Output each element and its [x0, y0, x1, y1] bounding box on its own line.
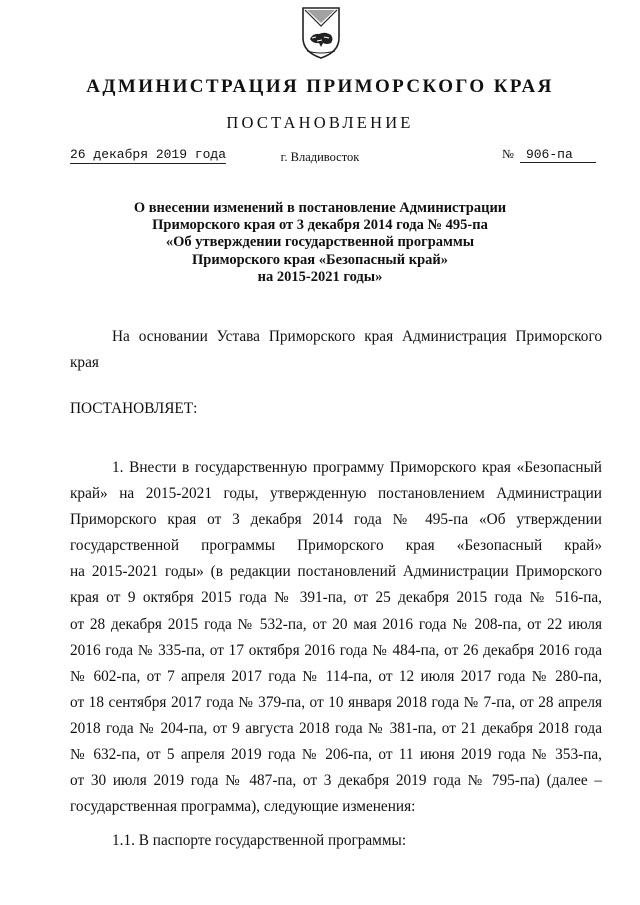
paragraph-line: край» на 2015-2021 годы, утвержденную постановлением Администрации — [70, 485, 602, 503]
number-sign: № — [502, 147, 514, 161]
title-line: О внесении изменений в постановление Администрации — [133, 200, 507, 216]
paragraph-line: 2018 года № 204-па, от 9 августа 2018 года № 381-па, от 21 декабря 2018 года — [70, 719, 602, 737]
document-date: 26 декабря 2019 года — [70, 147, 227, 162]
document-number: 906-па — [520, 147, 596, 163]
document-number-block — [502, 146, 596, 163]
paragraph-line: от 28 декабря 2015 года № 532-па, от 20 мая 2016 года № 208-па, от 22 июля — [70, 615, 602, 633]
item-1-1-paragraph: 1.1. В паспорте государственной программы: — [112, 832, 407, 849]
document-title — [80, 200, 560, 286]
paragraph-line: на 2015-2021 годы» (в редакции постановлений Администрации Приморского — [70, 563, 602, 581]
paragraph-line: от 18 сентября 2017 года № 379-па, от 10 января 2018 года № 7-па, от 28 апреля — [70, 693, 602, 711]
paragraph-line: На основании Устава Приморского края Администрация Приморского — [112, 328, 602, 345]
resolves-heading: ПОСТАНОВЛЯЕТ: — [70, 400, 198, 417]
paragraph-line: края от 9 октября 2015 года № 391-па, от 25 декабря 2015 года № 516-па, — [70, 589, 602, 607]
title-line: «Об утверждении государственной программы — [165, 234, 475, 251]
paragraph-line: края — [70, 354, 99, 371]
title-line: Приморского края от 3 декабря 2014 года № 495-па — [152, 217, 488, 234]
paragraph-line: № 632-па, от 5 апреля 2019 года № 206-па, от 11 июня 2019 года № 353-па, — [70, 746, 602, 764]
paragraph-line: государственная программа), следующие изменения: — [70, 798, 416, 816]
document-city: г. Владивосток — [280, 150, 360, 164]
title-line: Приморского края «Безопасный край» — [191, 251, 448, 268]
paragraph-line: 1. Внести в государственную программу Приморского края «Безопасный — [112, 459, 602, 476]
title-line: на 2015-2021 годы» — [257, 268, 383, 285]
paragraph-line: 2016 года № 335-па, от 17 октября 2016 года № 484-па, от 26 декабря 2016 года — [70, 641, 602, 659]
coat-of-arms-emblem — [301, 6, 341, 60]
paragraph-line: от 30 июля 2019 года № 487-па, от 3 декабря 2019 года № 795-па) (далее – — [70, 772, 602, 790]
paragraph-line: № 602-па, от 7 апреля 2017 года № 114-па, от 12 июля 2017 года № 280-па, — [70, 667, 602, 685]
item-1-paragraph — [70, 455, 602, 820]
document-type: ПОСТАНОВЛЕНИЕ — [226, 113, 414, 132]
paragraph-line: государственной программы Приморского края «Безопасный край» — [70, 537, 602, 555]
preamble-paragraph — [70, 324, 602, 376]
paragraph-line: Приморского края от 3 декабря 2014 года № 495-па «Об утверждении — [70, 511, 602, 529]
organization-title: АДМИНИСТРАЦИЯ ПРИМОРСКОГО КРАЯ — [86, 76, 554, 97]
